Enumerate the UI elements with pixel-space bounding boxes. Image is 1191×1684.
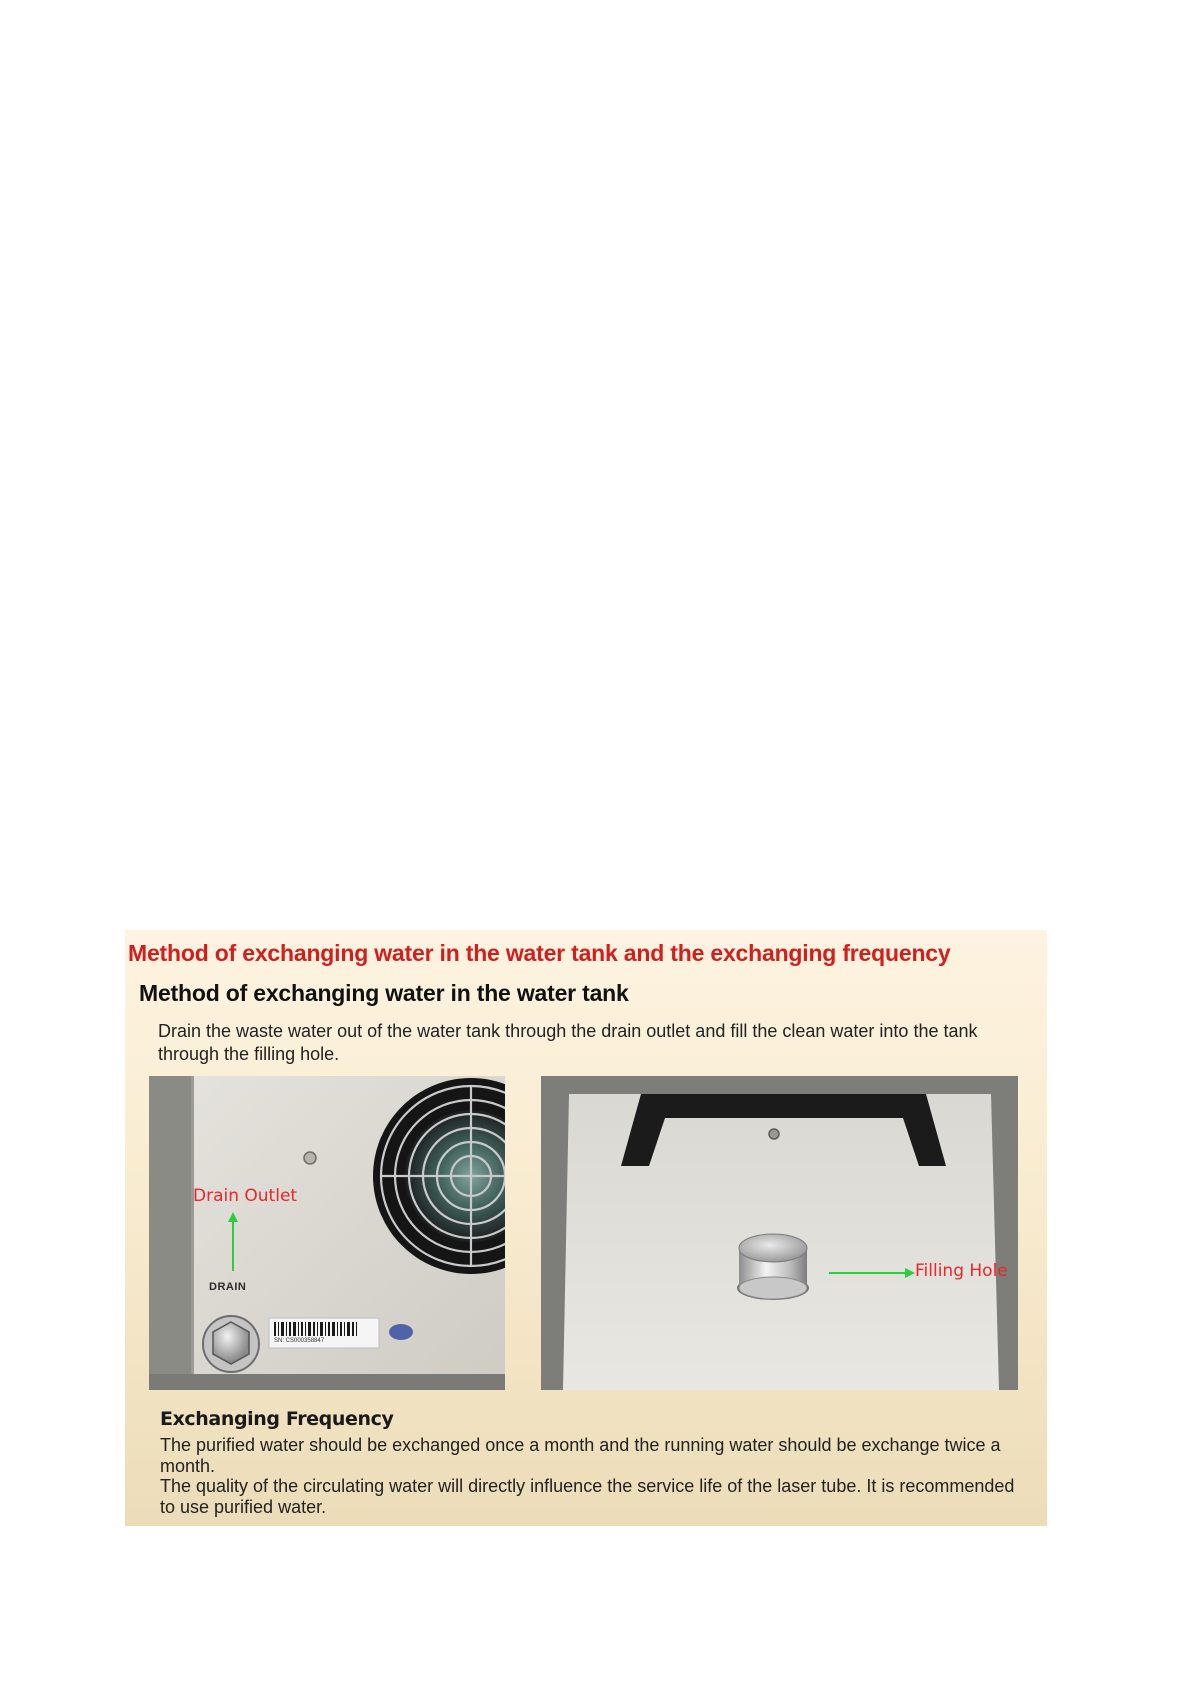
section-title: Method of exchanging water in the water tank xyxy=(139,980,629,1006)
drain-outlet-photo xyxy=(149,1076,505,1390)
slide-title: Method of exchanging water in the water tank and the exchanging frequency xyxy=(128,940,951,966)
drain-panel-text: DRAIN xyxy=(209,1281,247,1293)
drain-outlet-label: Drain Outlet xyxy=(193,1186,298,1206)
frequency-text xyxy=(160,1435,1020,1517)
chiller-side-illustration xyxy=(149,1076,505,1390)
chiller-top-illustration xyxy=(541,1076,1018,1390)
serial-number-label: SN: CS000358847 xyxy=(274,1338,325,1344)
frequency-paragraph-1: The purified water should be exchanged once a month and the running water should be exchange twice a month. xyxy=(160,1435,1001,1476)
frequency-paragraph-2: The quality of the circulating water will directly influence the service life of the laser tube. It is recommended to use purified water. xyxy=(160,1476,1015,1517)
frequency-heading: Exchanging Frequency xyxy=(160,1408,394,1430)
instruction-slide xyxy=(125,930,1047,1526)
intro-text: Drain the waste water out of the water tank through the drain outlet and fill the clean water into the tank through the filling hole. xyxy=(158,1021,978,1064)
filling-hole-label: Filling Hole xyxy=(915,1261,1008,1281)
filling-hole-photo xyxy=(541,1076,1018,1390)
